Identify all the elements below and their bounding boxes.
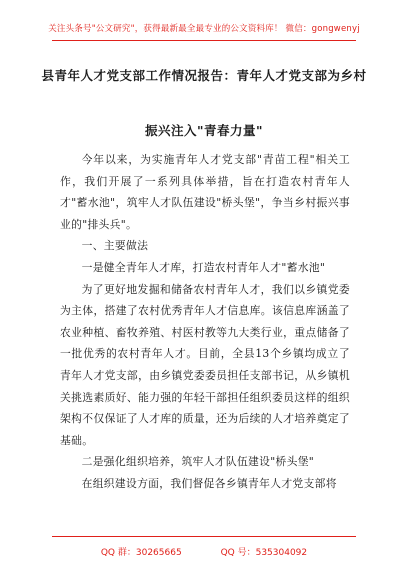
- header-divider: [52, 40, 356, 41]
- subheading-talent-pool: 一是健全青年人才库，打造农村青年人才"蓄水池": [81, 260, 326, 274]
- document-body: [60, 149, 350, 495]
- paragraph-intro: 今年以来，为实施青年人才党支部"青苗工程"相关工作，我们开展了一系列具体举措，旨在打造农村青年人才"蓄水池"，筑牢人才队伍建设"桥头堡"，争当乡村振兴事业的"排头兵"。: [60, 153, 350, 231]
- footer-qq-group: QQ 群：30265665: [100, 548, 182, 558]
- subheading-organization-training: 二是强化组织培养，筑牢人才队伍建设"桥头堡": [81, 455, 315, 469]
- footer-divider: [52, 536, 356, 537]
- footer-qq-number: QQ 号：535304092: [220, 548, 308, 558]
- section-heading-main-practices: 一、主要做法: [81, 239, 149, 253]
- document-title-line-2: 振兴注入"青春力量": [144, 123, 264, 138]
- paragraph-organization-building: 在组织建设方面，我们督促各乡镇青年人才党支部将: [81, 476, 337, 490]
- document-title-line-1: 县青年人才党支部工作情况报告：青年人才党支部为乡村: [41, 68, 367, 83]
- footer-contact: [0, 545, 408, 558]
- paragraph-talent-pool: 为了更好地发掘和储备农村青年人才，我们以乡镇党委为主体，搭建了农村优秀青年人才信息库。该信息库涵盖了农业种植、畜牧养殖、村医村教等九大类行业，重点储备了一批优秀的农村青年人才。目前，全县13个乡镇均成立了青年人才党支部，由乡镇党委委员担任支部书记，从乡镇机关挑选素质好、能力强的年轻干部担任组织委员这样的组织架构不仅保证了人才库的质量，还为后续的人才培养奠定了基础。: [60, 282, 350, 447]
- header-banner: 关注头条号"公文研究"，获得最新最全最专业的公文资料库！ 微信：gongwenyj: [48, 24, 360, 34]
